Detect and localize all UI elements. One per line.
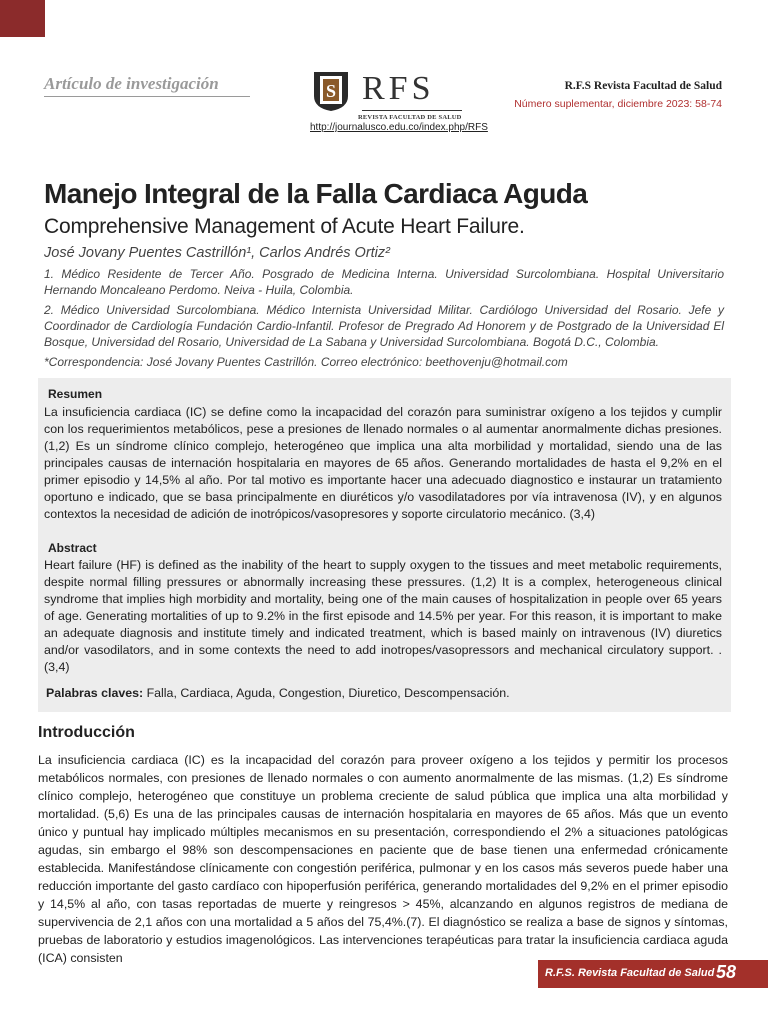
- journal-url-link[interactable]: http://journalusco.edu.co/index.php/RFS: [310, 122, 488, 133]
- abstract-text: Heart failure (HF) is defined as the inability of the heart to supply oxygen to the tissues and meet metabolic requirements, despite normal filling pressures or abnormally increasing these pressures. (1,2) It is a complex, heterogeneous clinical syndrome that implies high morbidity and mortality, being one of the main causes of hospitalization in people over 65 years of age. Generating mortalities of up to 9.2% in the first episode and 14.5% per year. For this reason, it is important to make an adequate diagnosis and institute timely and indicated treatment, which is based mainly on intravenous (IV) diuretics and/or vasodilators, and in some contexts the need to add inotropes/vasopressors and mechanical circulatory support. . (3,4): [44, 558, 722, 674]
- keywords: [46, 686, 510, 700]
- corner-accent-block: [0, 0, 45, 37]
- article-title-es: Manejo Integral de la Falla Cardiaca Aguda: [44, 178, 588, 209]
- correspondence: *Correspondencia: José Jovany Puentes Castrillón. Correo electrónico: beethovenju@hotmail.com: [44, 355, 568, 369]
- usco-shield-icon: [312, 70, 350, 112]
- article-type-underline: [44, 96, 250, 97]
- article-type: Artículo de investigación: [44, 74, 219, 93]
- abstract-heading: Abstract: [48, 541, 97, 555]
- journal-logo: [310, 70, 470, 122]
- journal-issue: Número suplementar, diciembre 2023: 58-74: [514, 98, 722, 110]
- intro-text: La insuficiencia cardiaca (IC) es la incapacidad del corazón para proveer oxígeno a los tejidos y permitir los procesos metabólicos normales, con presiones de llenado normales o con aumento anormalmente de las mismas. (1,2) Es síndrome clínico complejo, heterogéneo que constituye un problema creciente de salud pública que implica una alta morbilidad y mortalidad. (5,6) Es una de las principales causas de internación hospitalaria en mayores de 65 años. Más que un evento único y puntual hay implicado múltiples mecanismos en su presentación, correspondiendo el 2% a situaciones patológicas agudas, sin embargo el 98% son descompensaciones en paciente que de base tienen una enfermedad crónicamente establecida. Manifestándose clínicamente con congestión periférica, pulmonar y en los casos más severos puede haber una reducción importante del gasto cardíaco con hipoperfusión periférica, generando mortalidades del 9,2% en el primer episodio y 14,5% al año, con tasas reportadas de muerte y reingresos > 45%, alcanzando en algunos registros de mediana de supervivencia de 2,1 años con una mortalidad a 5 años del 75,4%.(7). El diagnóstico se realiza a base de signos y síntomas, pruebas de laboratorio y estudios imagenológicos. Las intervenciones terapéuticas para tratar la insuficiencia cardiaca aguda (ICA) consisten: [38, 753, 728, 965]
- keywords-list: Falla, Cardiaca, Aguda, Congestion, Diuretico, Descompensación.: [146, 686, 510, 700]
- svg-text:S: S: [325, 81, 337, 101]
- logo-text: RFS: [362, 70, 435, 107]
- affiliation-1: 1. Médico Residente de Tercer Año. Posgrado de Medicina Interna. Universidad Surcolombiana. Hospital Universitario Hernando Moncaleano Perdomo. Neiva - Huila, Colombia.: [44, 267, 724, 297]
- resumen-text: La insuficiencia cardiaca (IC) se define como la incapacidad del corazón para suministrar oxígeno a los tejidos y cumplir con los requerimientos metabólicos, pese a presiones de llenado normales o al aumentar anormalmente dichas presiones. (1,2) Es un síndrome clínico complejo, heterogéneo que implica una alta morbilidad y mortalidad, siendo una de las principales causas de internación hospitalaria en mayores de 65 años. Generando mortalidades de hasta el 9,2% en el primer episodio y 14,5% al año. Por tal motivo es importante hacer una adecuado diagnostico e instaurar un tratamiento oportuno e indicado, que se basa principalmente en diuréticos y/o vasodilatadores por vía intravenosa (IV), y en algunos contextos la necesidad de adición de inotrópicos/vasopresores y soporte circulatorio mecánico. (3,4): [44, 405, 722, 521]
- footer-journal-name: R.F.S. Revista Facultad de Salud: [545, 967, 715, 979]
- logo-divider: [362, 110, 462, 111]
- logo-subtitle: REVISTA FACULTAD DE SALUD: [358, 114, 462, 121]
- page-number: 58: [716, 962, 737, 982]
- affiliation-2: 2. Médico Universidad Surcolombiana. Médico Internista Universidad Militar. Cardiólogo Universidad del Rosario. Jefe y Coordinador de Cardiología Fundación Cardio-Infantil. Profesor de Pregrado Ad Honorem y de Postgrado de la Universidad El Bosque, Universidad del Rosario, Universidad de La Sabana y Universidad Surcolombiana. Bogotá D.C., Colombia.: [44, 303, 724, 349]
- article-title-en: Comprehensive Management of Acute Heart Failure.: [44, 215, 525, 238]
- authors: José Jovany Puentes Castrillón¹, Carlos Andrés Ortiz²: [44, 245, 390, 261]
- intro-heading: Introducción: [38, 724, 135, 741]
- resumen-heading: Resumen: [48, 387, 103, 401]
- journal-name: R.F.S Revista Facultad de Salud: [564, 80, 722, 92]
- keywords-label: Palabras claves:: [46, 686, 144, 700]
